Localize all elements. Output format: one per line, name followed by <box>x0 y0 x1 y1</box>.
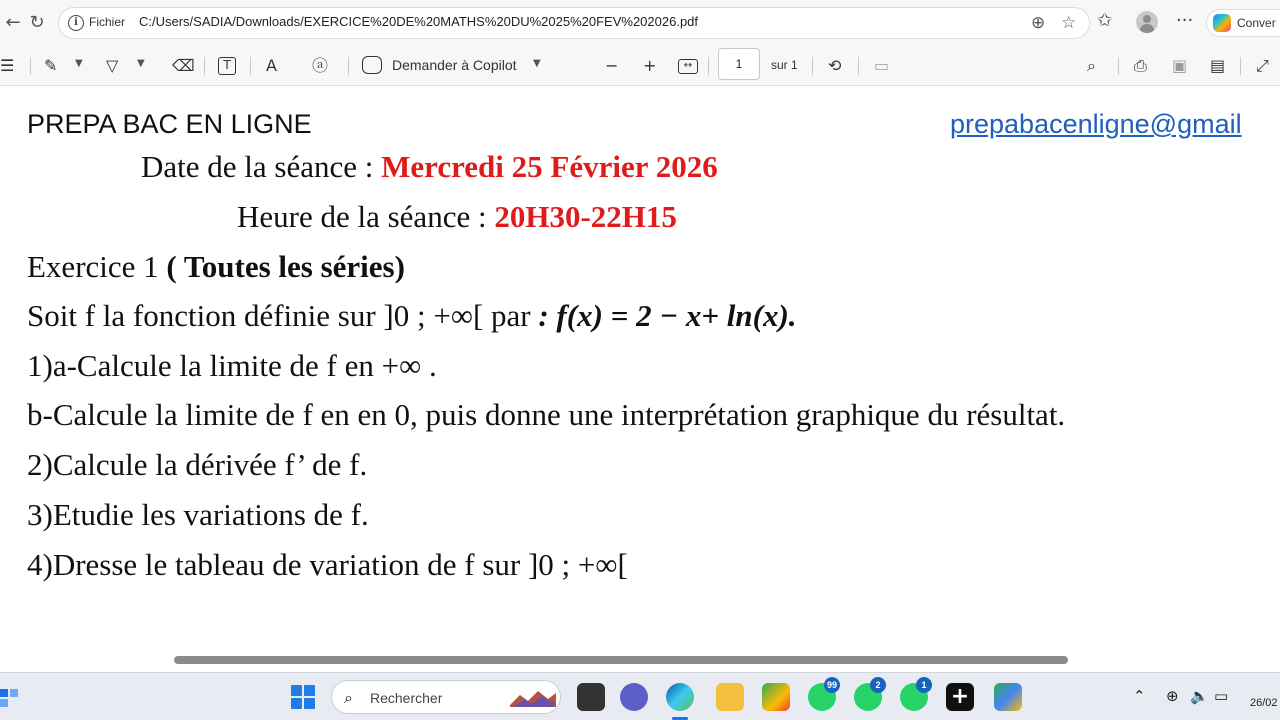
info-icon[interactable]: i <box>68 15 84 31</box>
search-highlight-image <box>508 687 558 709</box>
ask-copilot-label: Demander à Copilot <box>392 57 517 73</box>
email-link[interactable]: prepabacenligne@gmail <box>950 109 1242 139</box>
toolbar-divider <box>30 57 31 75</box>
taskbar-search-box[interactable] <box>331 680 561 714</box>
url-text[interactable]: C:/Users/SADIA/Downloads/EXERCICE%20DE%20MATHS%20DU%2025%20FEV%202026.pdf <box>139 14 699 29</box>
toolbar-divider <box>812 57 813 75</box>
toolbar-divider <box>1118 57 1119 75</box>
zoom-out-button[interactable]: − <box>605 56 619 75</box>
copilot-icon <box>362 56 382 74</box>
draw-dropdown-icon[interactable]: ▼ <box>137 58 145 69</box>
volume-icon[interactable]: 🔈 <box>1190 687 1209 705</box>
function-intro: Soit f la fonction définie sur ]0 ; +∞[ par <box>27 298 539 333</box>
toolbar-divider <box>1240 57 1241 75</box>
search-icon[interactable]: ⌕ <box>1087 56 1096 75</box>
exercise-series: ( Toutes les séries) <box>166 249 405 284</box>
session-date-label: Date de la séance : <box>141 149 382 184</box>
back-icon[interactable]: ← <box>5 12 21 33</box>
read-aloud-icon[interactable]: A <box>266 56 277 75</box>
browser-address-row <box>0 0 1280 46</box>
toolbar-divider <box>708 57 709 75</box>
contents-menu-icon[interactable]: ☰ <box>0 56 15 75</box>
start-button[interactable] <box>291 685 315 709</box>
teams-chat-icon[interactable] <box>620 683 648 711</box>
draw-icon[interactable]: ▽ <box>106 56 119 75</box>
session-date-line <box>141 149 718 185</box>
whatsapp-badge: 99 <box>824 677 840 693</box>
add-app-icon[interactable]: + <box>946 683 974 711</box>
expand-icon[interactable]: ⤢ <box>1256 56 1269 75</box>
favorites-icon[interactable]: ✩ <box>1097 10 1113 31</box>
zoom-in-button[interactable]: + <box>643 56 657 75</box>
highlight-dropdown-icon[interactable]: ▼ <box>75 58 83 69</box>
copilot-button[interactable] <box>1206 9 1280 37</box>
question-2: 2)Calcule la dérivée f’ de f. <box>27 447 368 482</box>
copilot-dropdown-icon[interactable]: ▼ <box>533 58 541 69</box>
pdf-toolbar <box>0 46 1280 86</box>
google-meet-icon[interactable] <box>994 683 1022 711</box>
taskbar-search-label: Rechercher <box>370 690 443 706</box>
copilot-logo-icon <box>1213 14 1231 32</box>
toolbar-divider <box>250 57 251 75</box>
whatsapp-icon[interactable] <box>808 680 838 711</box>
exercise-title-label: Exercice 1 <box>27 249 167 284</box>
whatsapp-icon[interactable] <box>854 680 882 711</box>
file-explorer-icon[interactable] <box>716 683 744 711</box>
address-bar[interactable] <box>58 7 1090 39</box>
system-clock[interactable]: 26/02 <box>1250 697 1278 709</box>
widgets-icon[interactable] <box>0 687 20 707</box>
question-1b: b-Calcule la limite de f en en 0, puis donne une interprétation graphique du résultat. <box>27 397 1066 432</box>
translate-icon[interactable]: ⓐ <box>312 56 329 75</box>
print-icon[interactable]: ⎙ <box>1134 56 1147 75</box>
rotate-icon[interactable]: ⟲ <box>828 56 842 75</box>
favorite-star-icon[interactable]: ☆ <box>1061 13 1077 33</box>
language-icon[interactable]: ⊕ <box>1166 687 1179 705</box>
fit-width-icon[interactable]: ↔ <box>678 59 698 74</box>
battery-icon[interactable]: ▭ <box>1214 687 1229 705</box>
function-definition <box>27 298 797 334</box>
google-meet-icon[interactable] <box>762 683 790 711</box>
whatsapp-badge: 1 <box>916 677 932 693</box>
question-4: 4)Dresse le tableau de variation de f sur ]0 ; +∞[ <box>27 547 628 582</box>
more-menu-icon[interactable]: ··· <box>1176 10 1194 31</box>
site-label: Fichier <box>89 15 126 29</box>
session-time-value: 20H30-22H15 <box>494 199 677 234</box>
refresh-icon[interactable]: ↻ <box>29 12 45 33</box>
session-date-value: Mercredi 25 Février 2026 <box>381 149 718 184</box>
exercise-title <box>27 249 405 285</box>
windows-taskbar <box>0 672 1280 720</box>
session-time-line <box>237 199 677 235</box>
page-view-icon[interactable]: ▭ <box>874 56 890 75</box>
save-icon[interactable]: ▣ <box>1172 56 1188 75</box>
question-3: 3)Etudie les variations de f. <box>27 497 369 532</box>
highlight-icon[interactable]: ✎ <box>44 56 58 75</box>
save-as-icon[interactable]: ▤ <box>1210 56 1226 75</box>
function-formula: : f(x) = 2 − x+ ln(x). <box>538 298 797 333</box>
taskbar-search-icon: ⌕ <box>344 688 353 707</box>
toolbar-divider <box>858 57 859 75</box>
page-number-input[interactable]: 1 <box>718 48 760 80</box>
session-time-label: Heure de la séance : <box>237 199 495 234</box>
zoom-icon[interactable]: ⊕ <box>1031 13 1046 33</box>
question-1a: 1)a-Calcule la limite de f en +∞ . <box>27 348 437 383</box>
toolbar-divider <box>204 57 205 75</box>
task-view-icon[interactable] <box>577 683 605 711</box>
show-hidden-icons-chevron-icon[interactable]: ⌃ <box>1133 687 1146 705</box>
page-total-label: sur 1 <box>771 58 798 72</box>
horizontal-scrollbar-thumb[interactable] <box>174 656 1068 664</box>
copilot-label: Conver <box>1237 16 1276 30</box>
profile-avatar[interactable] <box>1136 11 1158 33</box>
edge-browser-icon[interactable] <box>666 683 694 711</box>
whatsapp-icon[interactable] <box>900 680 928 711</box>
pdf-page <box>0 87 1280 654</box>
whatsapp-badge: 2 <box>870 677 886 693</box>
text-box-icon[interactable]: T <box>218 57 236 75</box>
brand-header: PREPA BAC EN LIGNE <box>27 109 312 139</box>
eraser-icon[interactable]: ⌫ <box>172 56 195 75</box>
toolbar-divider <box>348 57 349 75</box>
